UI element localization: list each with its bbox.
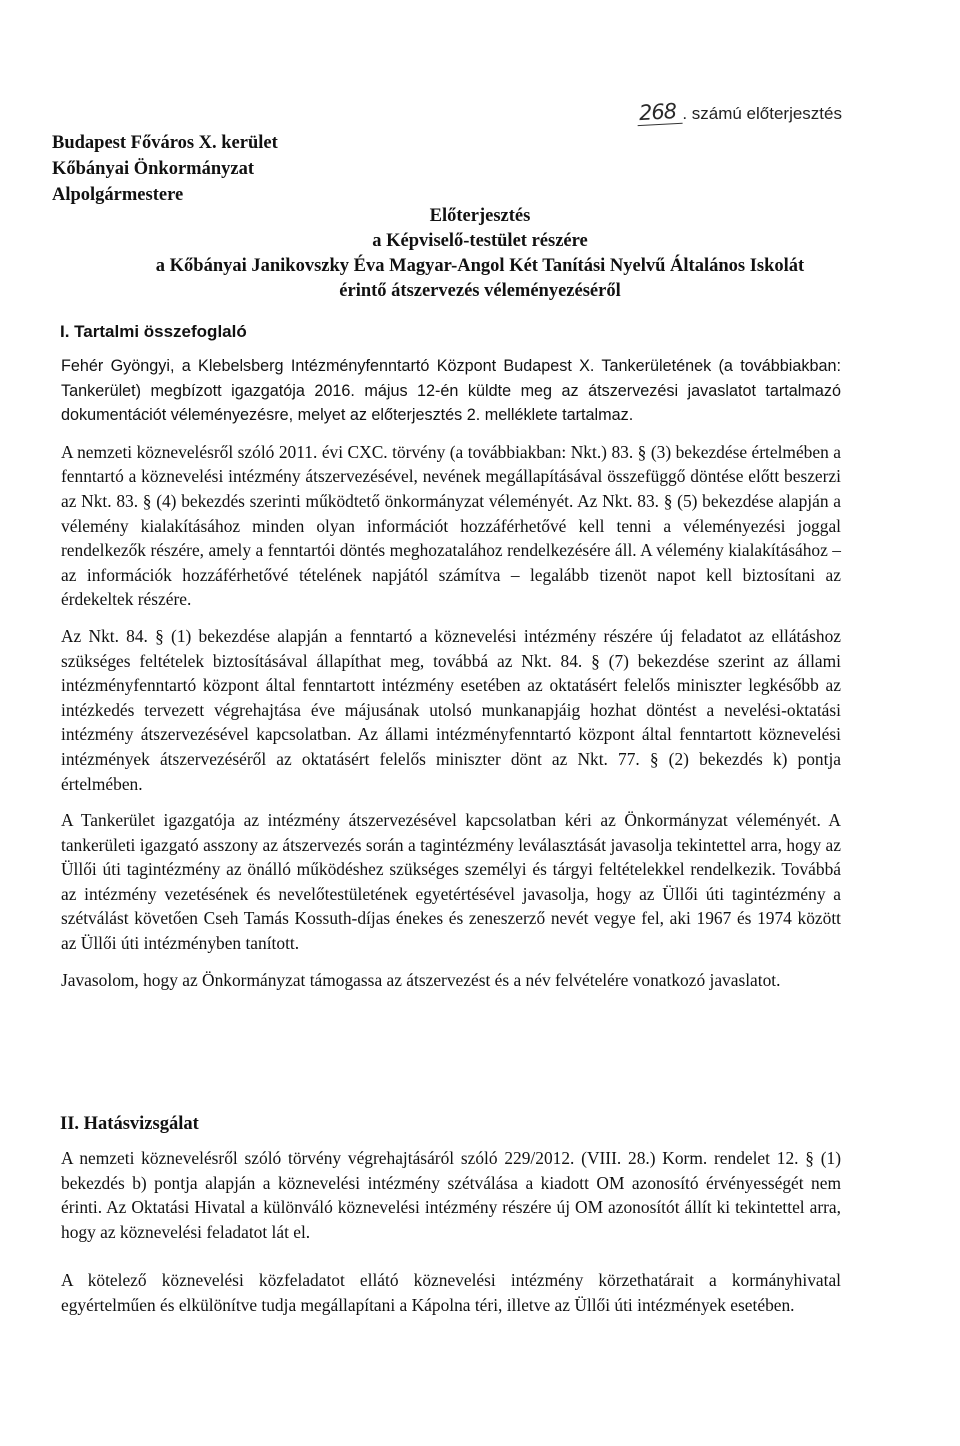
paragraph: A kötelező köznevelési közfeladatot ellátó köznevelési intézmény körzethatárait a kormányhivatal egyértelműen és elkülönítve tudja megállapítani a Kápolna téri, illetve az Üllői úti intézmények esetében. [61, 1270, 841, 1315]
section-1-heading-wrap [60, 320, 840, 344]
title-line: a Kőbányai Janikovszky Éva Magyar-Angol Két Tanítási Nyelvű Általános Iskolát [155, 256, 805, 276]
issuer-block [52, 130, 278, 208]
paragraph: A nemzeti köznevelésről szóló 2011. évi CXC. törvény (a továbbiakban: Nkt.) 83. § (3) bekezdése értelmében a fenntartó a köznevelési intézmény átszervezésével, nevének megállapításával összefüggő döntése előtt beszerzi az Nkt. 83. § (4) bekezdés szerinti működtető önkormányzat véleményét. Az Nkt. 83. § (5) bekezdése alapján a vélemény kialakításához minden olyan információt hozzáférhetővé kell tenni a véleményezési joggal rendelkezők részére, amely a fenntartói döntés meghozatalához rendelkezésére áll. A vélemény kialakításához – az információk hozzáférhetővé tételének napjától számítva – legalább tizenöt napot kell biztosítani az érdekeltek részére. [61, 441, 841, 610]
handwritten-number: 268 [637, 99, 683, 126]
paragraph: A Tankerület igazgatója az intézmény átszervezésével kapcsolatban kéri az Önkormányzat véleményét. A tankerületi igazgató asszony az átszervezés során a tagintézmény leválasztását javasolja tekintettel arra, hogy az Üllői úti tagintézmény az önálló működéshez szükséges személyi és tárgyi feltételekkel rendelkezik. Továbbá az intézmény vezetésének és nevelőtestületének egyetértésével javasolja, hogy az Üllői úti tagintézmény a szétválást követően Cseh Tamás Kossuth-díjas énekes és zeneszerző nevét vegye fel, aki 1967 és 1974 között az Üllői úti intézményben tanított. [61, 810, 841, 954]
paragraph: Az Nkt. 84. § (1) bekezdése alapján a fenntartó a köznevelési intézmény részére új feladatot az ellátáshoz szükséges feltételek biztosításával állapíthat meg, továbbá az Nkt. 84. § (7) bekezdése szerint az állami intézményfenntartó központ által fenntartott intézmény esetében az oktatásért felelős miniszter legkésőbb az intézkedés tervezett végrehajtása éve májusának utolsó munkanapjáig hozhat döntést a nevelési-oktatási intézmény átszervezésével kapcsolatban. Az állami intézményfenntartó központ által fenntartott köznevelési intézmények átszervezéséről az oktatásért felelős miniszter dönt az Nkt. 77. § (2) bekezdés k) pontja értelmében. [61, 625, 841, 794]
section-1-heading: I. Tartalmi összefoglaló [60, 322, 247, 341]
document-title [60, 204, 900, 304]
section-2-heading-wrap [60, 1112, 840, 1136]
proposal-number-suffix: . számú előterjesztés [682, 104, 842, 123]
section-1-body [61, 354, 841, 1004]
section-2-heading: II. Hatásvizsgálat [60, 1114, 199, 1134]
paragraph: Javasolom, hogy az Önkormányzat támogassa az átszervezést és a név felvételére vonatkozó javaslatot. [61, 969, 781, 990]
issuer-line: Budapest Főváros X. kerület [52, 133, 278, 153]
issuer-line: Alpolgármestere [52, 185, 184, 205]
title-line: a Képviselő-testület részére [372, 231, 588, 251]
paragraph: Fehér Gyöngyi, a Klebelsberg Intézményfenntartó Központ Budapest X. Tankerületének (a továbbiakban: Tankerület) megbízott igazgatója 2016. május 12-én küldte meg az átszervezési javaslatot tartalmazó dokumentációt véleményezésre, melyet az előterjesztés 2. melléklete tartalmaz. [61, 357, 841, 425]
section-2-body [61, 1146, 841, 1330]
paragraph: A nemzeti köznevelésről szóló törvény végrehajtásáról szóló 229/2012. (VIII. 28.) Korm. rendelet 12. § (1) bekezdés b) pontja alapján a köznevelési intézmény szétválása a kiadott OM azonosító érvényességét nem érinti. Az Oktatási Hivatal a különváló köznevelési intézmény részére új OM azonosítót állít ki tekintettel arra, hogy az köznevelési feladatot lát el. [61, 1148, 841, 1242]
issuer-line: Kőbányai Önkormányzat [52, 159, 254, 179]
proposal-number [637, 100, 842, 125]
title-line: Előterjesztés [429, 206, 531, 226]
title-line: érintő átszervezés véleményezéséről [339, 281, 621, 301]
